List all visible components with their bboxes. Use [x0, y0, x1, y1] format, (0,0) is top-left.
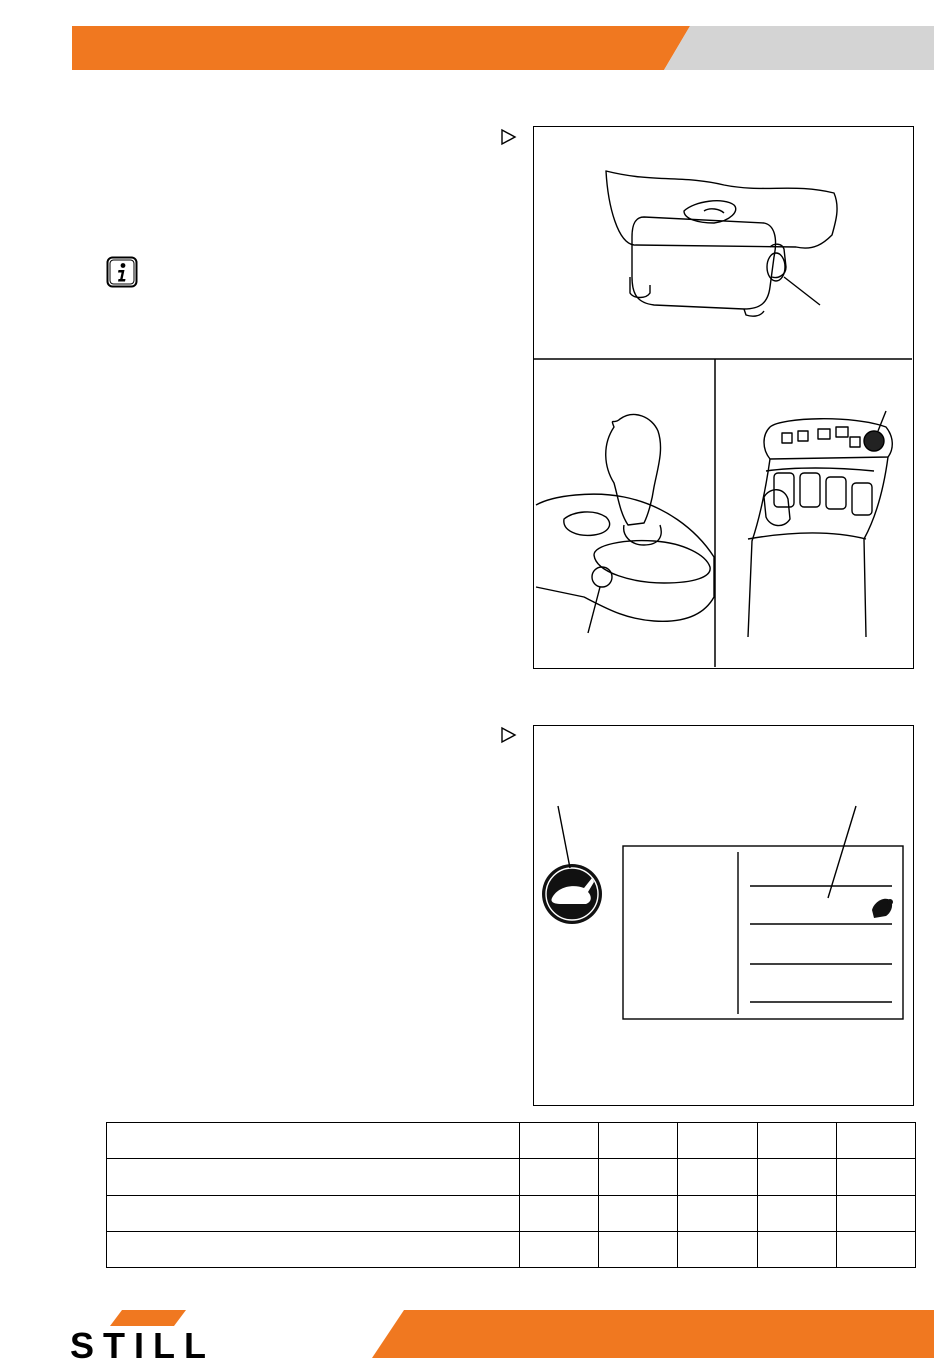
- spec-table: [106, 1122, 916, 1268]
- table-cell: [599, 1159, 678, 1195]
- table-cell: [836, 1231, 915, 1267]
- figure-speed-mode: [533, 725, 914, 1106]
- table-cell: [836, 1159, 915, 1195]
- table-cell: [520, 1195, 599, 1231]
- table-row: [107, 1231, 916, 1267]
- table-cell: [757, 1123, 836, 1159]
- table-cell: [678, 1231, 757, 1267]
- figure-speed-mode-drawing: [534, 726, 912, 1104]
- play-triangle-outline-icon: [500, 128, 518, 146]
- table-cell: [678, 1159, 757, 1195]
- table-cell: [757, 1195, 836, 1231]
- rabbit-fast-mode-icon: [542, 806, 602, 924]
- display-panel: [623, 806, 903, 1019]
- table-cell: [107, 1123, 520, 1159]
- table-row: [107, 1159, 916, 1195]
- info-icon: [106, 256, 138, 288]
- figure-controls-drawing: [534, 127, 912, 667]
- joystick-with-button-illustration: [536, 415, 714, 633]
- table-cell: [836, 1195, 915, 1231]
- still-logo-accent: [110, 1310, 186, 1326]
- armrest-control-with-button-illustration: [606, 171, 837, 316]
- figure-controls: [533, 126, 914, 669]
- table-cell: [520, 1231, 599, 1267]
- play-triangle-outline-icon: [500, 726, 518, 744]
- table-cell: [757, 1159, 836, 1195]
- table-cell: [678, 1123, 757, 1159]
- table-cell: [599, 1123, 678, 1159]
- table-cell: [107, 1231, 520, 1267]
- fingertip-control-module-illustration: [748, 411, 892, 637]
- table-cell: [836, 1123, 915, 1159]
- header-grey-stripe: [664, 26, 934, 70]
- table-cell: [599, 1231, 678, 1267]
- table-cell: [520, 1123, 599, 1159]
- header-orange-stripe: [72, 26, 690, 70]
- table-row: [107, 1195, 916, 1231]
- table-cell: [107, 1159, 520, 1195]
- table-cell: [520, 1159, 599, 1195]
- footer-orange-stripe: [372, 1310, 934, 1358]
- table-cell: [757, 1231, 836, 1267]
- still-logo-wordmark: STILL: [70, 1325, 215, 1366]
- table-cell: [678, 1195, 757, 1231]
- table-row: [107, 1123, 916, 1159]
- table-cell: [107, 1195, 520, 1231]
- table-cell: [599, 1195, 678, 1231]
- header-band: [0, 0, 950, 80]
- turtle-slow-mode-icon: [872, 899, 893, 918]
- footer-band: [0, 1300, 950, 1368]
